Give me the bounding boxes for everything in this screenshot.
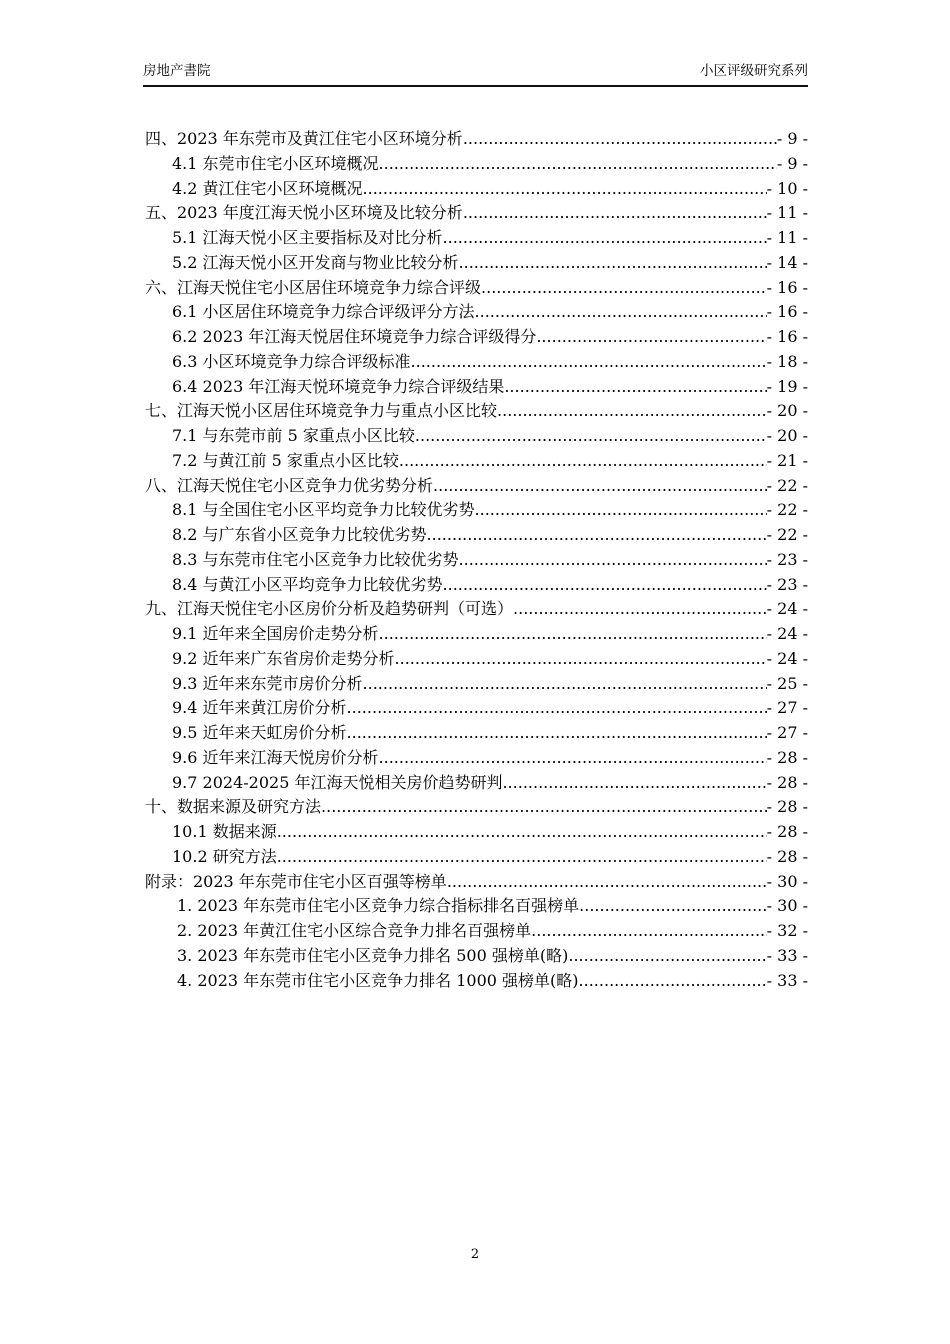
page-footer bbox=[0, 1246, 950, 1264]
toc-entry-page: - 14 - bbox=[766, 252, 808, 272]
toc-entry-page: - 22 - bbox=[766, 500, 808, 520]
toc-entry-title: 六、江海天悦住宅小区居住环境竞争力综合评级 bbox=[145, 277, 482, 297]
toc-entry[interactable] bbox=[145, 424, 808, 449]
toc-entry-page: - 22 - bbox=[766, 475, 808, 495]
toc-entry-page: - 33 - bbox=[766, 970, 808, 990]
toc-entry[interactable] bbox=[145, 350, 808, 375]
table-of-contents bbox=[145, 127, 808, 993]
toc-entry-title: 10.2 研究方法 bbox=[172, 846, 277, 866]
page-header bbox=[143, 62, 808, 87]
toc-entry[interactable] bbox=[145, 597, 808, 622]
toc-entry-page: - 18 - bbox=[766, 351, 808, 371]
toc-entry-title: 9.7 2024-2025 年江海天悦相关房价趋势研判 bbox=[172, 772, 503, 792]
toc-entry[interactable] bbox=[145, 399, 808, 424]
toc-leader-dots bbox=[497, 399, 767, 424]
toc-entry[interactable] bbox=[145, 375, 808, 400]
toc-entry[interactable] bbox=[145, 894, 808, 919]
toc-entry-page: - 28 - bbox=[766, 797, 808, 817]
toc-entry-title: 1. 2023 年东莞市住宅小区竞争力综合指标排名百强榜单 bbox=[177, 896, 580, 916]
toc-leader-dots bbox=[363, 177, 767, 202]
toc-entry-page: - 25 - bbox=[766, 673, 808, 693]
toc-entry[interactable] bbox=[145, 771, 808, 796]
toc-entry[interactable] bbox=[145, 795, 808, 820]
toc-entry[interactable] bbox=[145, 647, 808, 672]
toc-entry-page: - 28 - bbox=[766, 822, 808, 841]
toc-entry-title: 8.3 与东莞市住宅小区竞争力比较优劣势 bbox=[172, 549, 459, 569]
toc-entry-page: - 27 - bbox=[766, 723, 808, 742]
toc-entry-title: 九、江海天悦住宅小区房价分析及趋势研判（可选） bbox=[145, 599, 514, 619]
toc-leader-dots bbox=[447, 870, 767, 895]
toc-entry-page: - 20 - bbox=[766, 426, 808, 445]
toc-entry[interactable] bbox=[145, 251, 808, 276]
toc-leader-dots bbox=[513, 597, 767, 622]
toc-leader-dots bbox=[379, 152, 777, 177]
toc-entry-page: - 9 - bbox=[776, 153, 808, 173]
toc-entry[interactable] bbox=[145, 201, 808, 226]
toc-entry[interactable] bbox=[145, 845, 808, 870]
toc-entry[interactable] bbox=[145, 746, 808, 771]
toc-entry-title: 7.2 与黄江前 5 家重点小区比较 bbox=[172, 450, 399, 470]
toc-entry-page: - 27 - bbox=[766, 698, 808, 718]
toc-leader-dots bbox=[363, 672, 767, 697]
toc-entry[interactable] bbox=[145, 721, 808, 746]
toc-entry-title: 7.1 与东莞市前 5 家重点小区比较 bbox=[172, 426, 415, 445]
toc-entry[interactable] bbox=[145, 919, 808, 944]
toc-entry[interactable] bbox=[145, 622, 808, 647]
toc-entry[interactable] bbox=[145, 127, 808, 152]
toc-entry-page: - 24 - bbox=[766, 599, 808, 619]
toc-entry[interactable] bbox=[145, 474, 808, 499]
toc-leader-dots bbox=[443, 226, 767, 251]
toc-entry-page: - 23 - bbox=[766, 549, 808, 569]
toc-entry[interactable] bbox=[145, 820, 808, 845]
toc-leader-dots bbox=[395, 647, 767, 672]
toc-entry-title: 8.4 与黄江小区平均竞争力比较优劣势 bbox=[172, 574, 443, 594]
toc-entry-page: - 10 - bbox=[766, 178, 808, 198]
toc-entry-page: - 16 - bbox=[766, 277, 808, 297]
toc-entry[interactable] bbox=[145, 152, 808, 177]
toc-entry-title: 附录：2023 年东莞市住宅小区百强等榜单 bbox=[145, 871, 447, 891]
toc-entry-title: 七、江海天悦小区居住环境竞争力与重点小区比较 bbox=[145, 401, 498, 421]
toc-entry-title: 10.1 数据来源 bbox=[172, 822, 277, 841]
toc-entry-page: - 21 - bbox=[766, 450, 808, 470]
toc-entry-title: 9.5 近年来天虹房价分析 bbox=[172, 723, 347, 742]
toc-leader-dots bbox=[475, 300, 767, 325]
toc-entry[interactable] bbox=[145, 523, 808, 548]
toc-leader-dots bbox=[536, 325, 766, 350]
toc-entry[interactable] bbox=[145, 969, 808, 994]
toc-leader-dots bbox=[321, 795, 767, 820]
toc-entry-title: 4.1 东莞市住宅小区环境概况 bbox=[172, 153, 379, 173]
toc-entry-page: - 9 - bbox=[776, 129, 808, 148]
toc-leader-dots bbox=[459, 251, 767, 276]
toc-entry-title: 八、江海天悦住宅小区竞争力优劣势分析 bbox=[145, 475, 434, 495]
toc-entry-page: - 24 - bbox=[766, 648, 808, 668]
toc-entry-title: 5.1 江海天悦小区主要指标及对比分析 bbox=[172, 228, 443, 247]
toc-entry-page: - 22 - bbox=[766, 525, 808, 544]
header-right-text: 小区评级研究系列 bbox=[700, 63, 808, 79]
toc-entry[interactable] bbox=[145, 300, 808, 325]
toc-leader-dots bbox=[433, 474, 767, 499]
page-number: 2 bbox=[470, 1247, 480, 1262]
toc-entry-page: - 16 - bbox=[766, 302, 808, 322]
toc-entry[interactable] bbox=[145, 449, 808, 474]
toc-leader-dots bbox=[579, 969, 767, 994]
toc-entry[interactable] bbox=[145, 944, 808, 969]
toc-entry-title: 8.2 与广东省小区竞争力比较优劣势 bbox=[172, 525, 427, 544]
toc-entry[interactable] bbox=[145, 177, 808, 202]
toc-leader-dots bbox=[502, 771, 766, 796]
toc-entry-title: 9.3 近年来东莞市房价分析 bbox=[172, 673, 363, 693]
toc-leader-dots bbox=[411, 350, 767, 375]
toc-entry-title: 6.2 2023 年江海天悦居住环境竞争力综合评级得分 bbox=[172, 327, 537, 346]
toc-entry-page: - 30 - bbox=[766, 871, 808, 891]
toc-entry[interactable] bbox=[145, 498, 808, 523]
toc-entry-title: 五、2023 年度江海天悦小区环境及比较分析 bbox=[145, 203, 463, 223]
toc-entry-title: 9.6 近年来江海天悦房价分析 bbox=[172, 747, 379, 767]
toc-leader-dots bbox=[568, 944, 766, 969]
toc-leader-dots bbox=[504, 375, 766, 400]
toc-entry[interactable] bbox=[145, 325, 808, 350]
toc-entry-page: - 23 - bbox=[766, 574, 808, 594]
toc-entry-page: - 19 - bbox=[766, 376, 808, 396]
toc-entry-title: 3. 2023 年东莞市住宅小区竞争力排名 500 强榜单(略) bbox=[177, 945, 569, 965]
toc-entry-title: 9.2 近年来广东省房价走势分析 bbox=[172, 648, 395, 668]
toc-entry-page: - 28 - bbox=[766, 772, 808, 792]
toc-leader-dots bbox=[277, 820, 767, 845]
toc-entry-title: 6.1 小区居住环境竞争力综合评级评分方法 bbox=[172, 302, 475, 322]
toc-leader-dots bbox=[531, 919, 766, 944]
toc-entry-title: 5.2 江海天悦小区开发商与物业比较分析 bbox=[172, 252, 459, 272]
toc-entry-title: 2. 2023 年黄江住宅小区综合竞争力排名百强榜单 bbox=[177, 921, 532, 940]
toc-leader-dots bbox=[379, 622, 767, 647]
toc-entry-title: 9.1 近年来全国房价走势分析 bbox=[172, 624, 379, 643]
toc-entry[interactable] bbox=[145, 276, 808, 301]
toc-entry-title: 9.4 近年来黄江房价分析 bbox=[172, 698, 347, 718]
toc-leader-dots bbox=[475, 498, 767, 523]
toc-leader-dots bbox=[459, 548, 767, 573]
toc-entry-page: - 16 - bbox=[766, 327, 808, 346]
toc-entry-page: - 11 - bbox=[766, 203, 808, 223]
toc-entry-title: 6.4 2023 年江海天悦环境竞争力综合评级结果 bbox=[172, 376, 505, 396]
toc-leader-dots bbox=[579, 894, 766, 919]
toc-entry-title: 四、2023 年东莞市及黄江住宅小区环境分析 bbox=[145, 129, 463, 148]
toc-entry-title: 6.3 小区环境竞争力综合评级标准 bbox=[172, 351, 411, 371]
toc-entry[interactable] bbox=[145, 548, 808, 573]
toc-leader-dots bbox=[463, 201, 767, 226]
toc-leader-dots bbox=[415, 424, 767, 449]
toc-leader-dots bbox=[347, 696, 767, 721]
toc-entry-page: - 20 - bbox=[766, 401, 808, 421]
toc-entry[interactable] bbox=[145, 696, 808, 721]
toc-leader-dots bbox=[463, 127, 777, 152]
toc-entry-page: - 28 - bbox=[766, 747, 808, 767]
toc-entry[interactable] bbox=[145, 226, 808, 251]
toc-entry-page: - 30 - bbox=[766, 896, 808, 916]
toc-leader-dots bbox=[481, 276, 767, 301]
toc-entry-page: - 33 - bbox=[766, 945, 808, 965]
toc-entry-page: - 11 - bbox=[766, 228, 808, 247]
toc-leader-dots bbox=[427, 523, 767, 548]
toc-entry[interactable] bbox=[145, 672, 808, 697]
toc-entry-title: 8.1 与全国住宅小区平均竞争力比较优劣势 bbox=[172, 500, 475, 520]
toc-leader-dots bbox=[399, 449, 767, 474]
toc-entry-page: - 24 - bbox=[766, 624, 808, 643]
toc-entry[interactable] bbox=[145, 573, 808, 598]
toc-entry-page: - 28 - bbox=[766, 846, 808, 866]
header-left-text: 房地产書院 bbox=[143, 63, 211, 79]
toc-entry-title: 4.2 黄江住宅小区环境概况 bbox=[172, 178, 363, 198]
toc-leader-dots bbox=[379, 746, 767, 771]
toc-leader-dots bbox=[443, 573, 767, 598]
toc-leader-dots bbox=[277, 845, 767, 870]
toc-entry-title: 十、数据来源及研究方法 bbox=[145, 797, 322, 817]
toc-entry-title: 4. 2023 年东莞市住宅小区竞争力排名 1000 强榜单(略) bbox=[177, 970, 579, 990]
toc-leader-dots bbox=[347, 721, 767, 746]
toc-entry[interactable] bbox=[145, 870, 808, 895]
toc-entry-page: - 32 - bbox=[766, 921, 808, 940]
